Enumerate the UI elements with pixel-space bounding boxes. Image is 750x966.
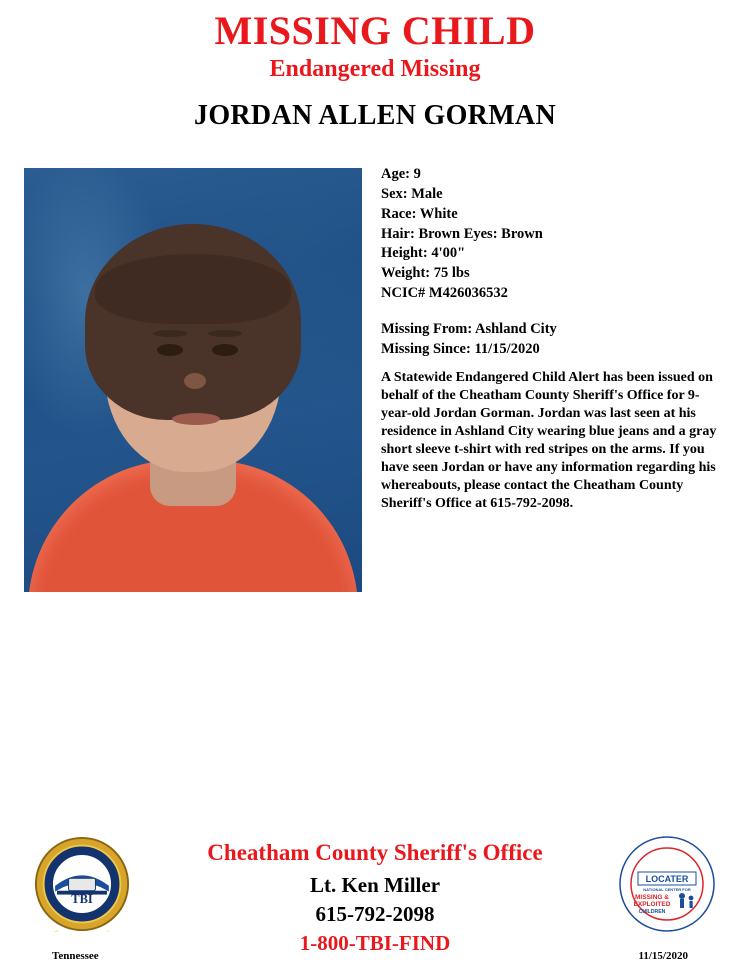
detail-missing-since: Missing Since: 11/15/2020 bbox=[381, 340, 540, 357]
contact-phone: 615-792-2098 bbox=[315, 902, 435, 926]
photo-eye-right bbox=[212, 344, 238, 356]
photo-mouth bbox=[172, 413, 220, 425]
detail-hair-eyes: Hair: Brown Eyes: Brown bbox=[381, 225, 543, 242]
photo-nose bbox=[184, 373, 206, 389]
detail-weight: Weight: 75 lbs bbox=[381, 265, 470, 282]
detail-height: Height: 4'00" bbox=[381, 245, 466, 262]
missing-child-poster bbox=[0, 10, 750, 966]
poster-subtitle: Endangered Missing bbox=[269, 56, 481, 82]
child-name: JORDAN ALLEN GORMAN bbox=[194, 100, 556, 132]
state-label: Tennessee bbox=[52, 950, 99, 962]
contact-officer: Lt. Ken Miller bbox=[309, 873, 441, 897]
date-label: 11/15/2020 bbox=[638, 950, 688, 962]
case-description: A Statewide Endangered Child Alert has been issued on behalf of the Cheatham County Sheriff's Office for 9-year-old Jordan Gorman. Jordan was last seen at his residence in Ashland City wearing blue jeans and a gray short sleeve t-shirt with red stripes on the arms. If you have seen Jordan or have any information regarding his whereabouts, please contact the Cheatham County Sheriff's Office at 615-792-2098. bbox=[381, 369, 717, 512]
photo-hair-fringe bbox=[95, 254, 291, 324]
child-photo bbox=[24, 168, 362, 592]
photo-eye-left bbox=[157, 344, 183, 356]
photo-eyebrow-right bbox=[208, 330, 242, 337]
svg-text:CHILDREN: CHILDREN bbox=[638, 909, 666, 915]
photo-eyebrow-left bbox=[153, 330, 187, 337]
detail-ncic: NCIC# M426036532 bbox=[381, 285, 508, 302]
tbi-hotline: 1-800-TBI-FIND bbox=[299, 931, 451, 955]
svg-text:EXPLOITED: EXPLOITED bbox=[633, 901, 671, 908]
svg-text:MISSING &: MISSING & bbox=[635, 894, 669, 901]
child-details bbox=[381, 165, 726, 513]
detail-spacer bbox=[381, 304, 726, 320]
locater-seal bbox=[612, 834, 722, 934]
detail-age: Age: 9 bbox=[381, 166, 421, 182]
tbi-seal bbox=[34, 836, 130, 932]
detail-sex: Sex: Male bbox=[381, 185, 443, 202]
svg-text:TBI: TBI bbox=[71, 892, 93, 907]
svg-text:NATIONAL CENTER FOR: NATIONAL CENTER FOR bbox=[643, 887, 691, 892]
detail-race: Race: White bbox=[381, 205, 458, 222]
detail-missing-from: Missing From: Ashland City bbox=[381, 321, 557, 338]
poster-title: MISSING CHILD bbox=[214, 8, 536, 53]
contact-agency: Cheatham County Sheriff's Office bbox=[207, 840, 543, 866]
svg-text:LOCATER: LOCATER bbox=[645, 874, 689, 884]
